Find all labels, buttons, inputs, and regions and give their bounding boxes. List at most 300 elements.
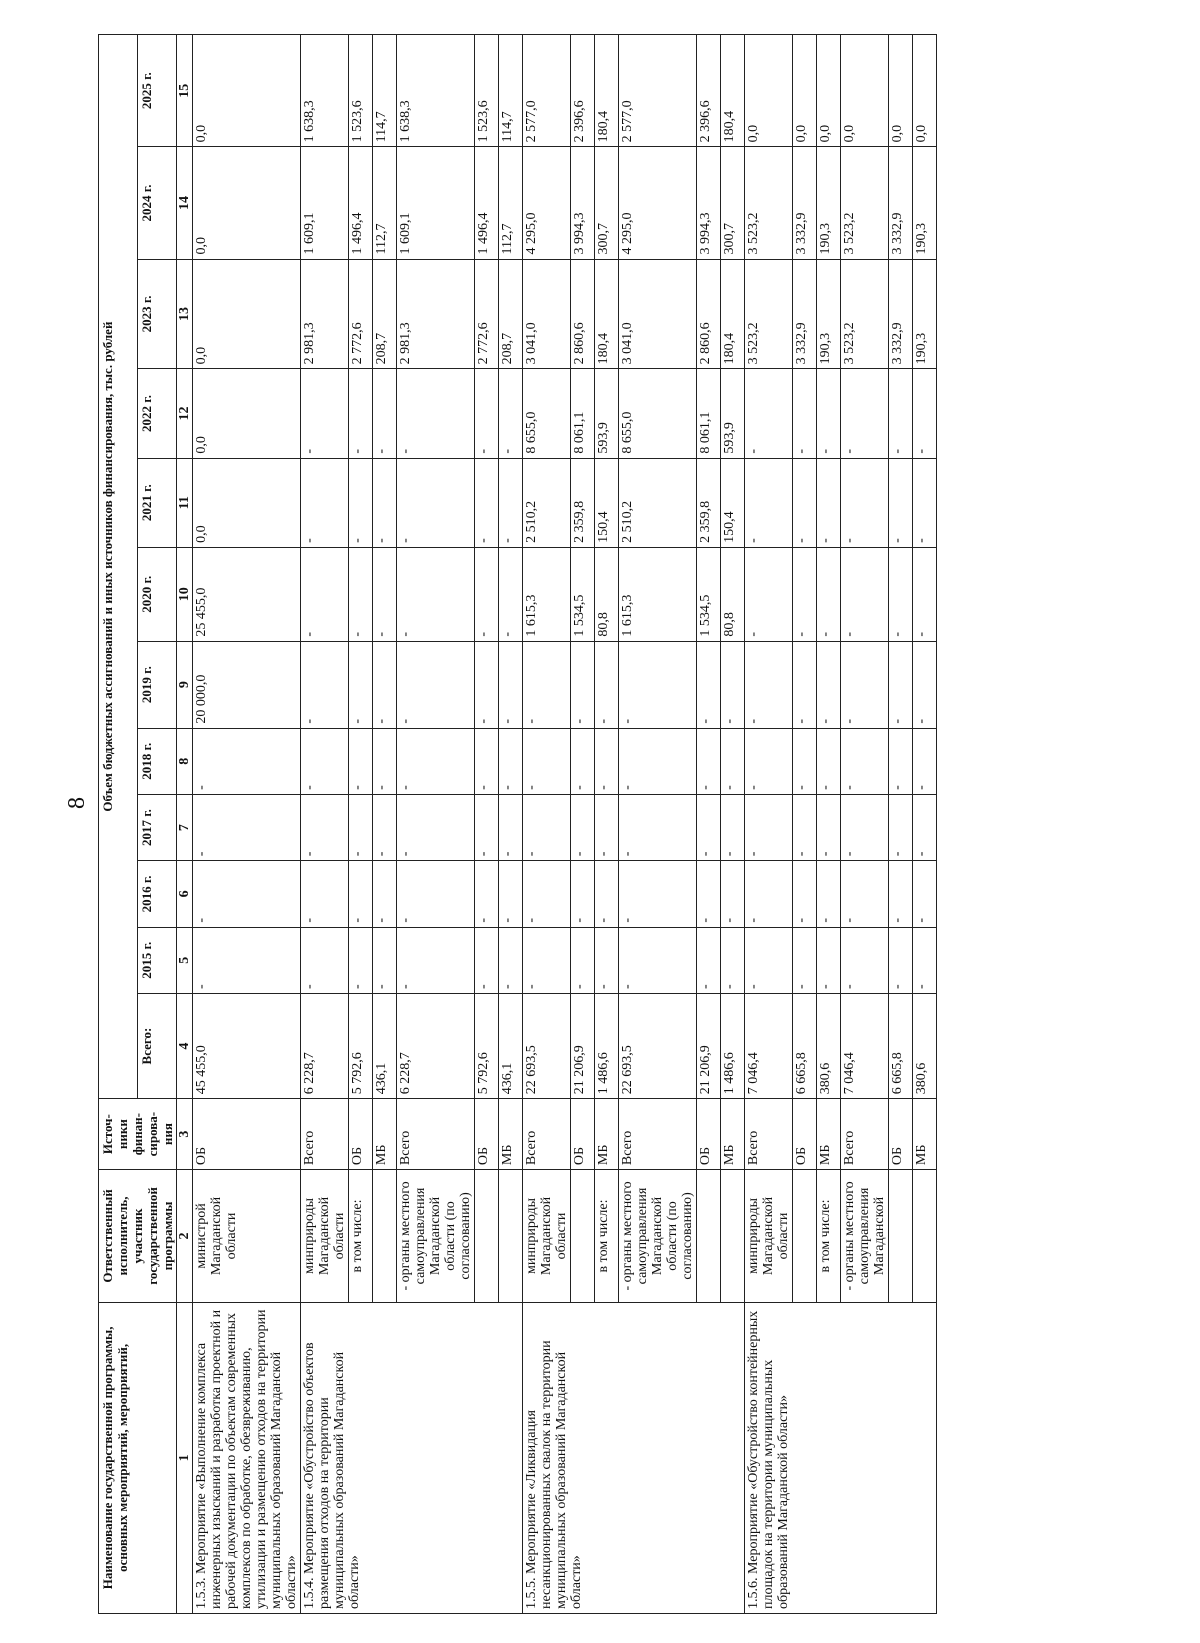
year-value-cell: 4 295,0 [523, 147, 571, 259]
year-value-cell: 1 638,3 [301, 35, 349, 147]
column-number: 15 [177, 35, 193, 147]
year-value-cell: - [373, 927, 397, 993]
year-value-cell: - [301, 728, 349, 794]
header-row-top [99, 35, 138, 1614]
year-value-cell: - [721, 794, 745, 860]
source-cell: ОБ [193, 1099, 301, 1170]
year-value-cell: - [349, 547, 373, 641]
year-value-cell: - [817, 728, 841, 794]
source-cell: Всего [301, 1099, 349, 1170]
year-value-cell: - [301, 641, 349, 728]
year-value-cell: - [913, 927, 937, 993]
year-value-cell: - [841, 641, 889, 728]
year-value-cell: - [301, 547, 349, 641]
column-number: 4 [177, 993, 193, 1098]
year-value-cell: 2 510,2 [523, 458, 571, 547]
responsible-cell [373, 1170, 397, 1303]
source-cell: Всего [523, 1099, 571, 1170]
year-value-cell: 190,3 [913, 259, 937, 369]
year-value-cell: 80,8 [595, 547, 619, 641]
year-value-cell: 2 772,6 [475, 259, 499, 369]
year-value-cell: - [475, 458, 499, 547]
year-value-cell: 2 860,6 [571, 259, 595, 369]
source-cell: ОБ [793, 1099, 817, 1170]
total-cell: 380,6 [913, 993, 937, 1098]
header-year: 2015 г. [138, 927, 177, 993]
year-value-cell: - [349, 728, 373, 794]
year-value-cell: - [913, 794, 937, 860]
header-year: 2016 г. [138, 861, 177, 927]
year-value-cell: 2 981,3 [301, 259, 349, 369]
total-cell: 1 486,6 [595, 993, 619, 1098]
year-value-cell: - [913, 641, 937, 728]
year-value-cell: - [475, 369, 499, 458]
year-value-cell: - [745, 794, 793, 860]
year-value-cell: 190,3 [913, 147, 937, 259]
year-value-cell: - [793, 794, 817, 860]
measure-name: 1.5.5. Мероприятие «Ликвидация несанкционированных свалок на территории муниципальных образований Магаданской области» [523, 1302, 745, 1613]
year-value-cell: - [793, 927, 817, 993]
year-value-cell: 208,7 [499, 259, 523, 369]
header-year: 2024 г. [138, 147, 177, 259]
year-value-cell: 0,0 [889, 35, 913, 147]
year-value-cell: - [475, 641, 499, 728]
year-value-cell: - [745, 369, 793, 458]
header-name: Наименование государственной программы, основных мероприятий, мероприятий, [99, 1302, 177, 1613]
year-value-cell: - [523, 927, 571, 993]
year-value-cell: 1 615,3 [619, 547, 697, 641]
year-value-cell: 1 496,4 [349, 147, 373, 259]
year-value-cell: 25 455,0 [193, 547, 301, 641]
year-value-cell: - [397, 641, 475, 728]
year-value-cell: 3 994,3 [571, 147, 595, 259]
year-value-cell: - [913, 458, 937, 547]
total-cell: 22 693,5 [619, 993, 697, 1098]
column-number: 8 [177, 728, 193, 794]
measure-name: 1.5.6. Мероприятие «Обустройство контейнерных площадок на территории муниципальных образований Магаданской области» [745, 1302, 937, 1613]
year-value-cell: - [817, 641, 841, 728]
year-value-cell: - [721, 728, 745, 794]
year-value-cell: - [793, 728, 817, 794]
year-value-cell: - [475, 861, 499, 927]
responsible-cell [697, 1170, 721, 1303]
year-value-cell: - [301, 861, 349, 927]
year-value-cell: 2 396,6 [571, 35, 595, 147]
year-value-cell: - [475, 547, 499, 641]
year-value-cell: - [373, 641, 397, 728]
year-value-cell: - [913, 547, 937, 641]
year-value-cell: - [889, 547, 913, 641]
year-value-cell: - [697, 728, 721, 794]
source-cell: Всего [841, 1099, 889, 1170]
year-value-cell: - [499, 369, 523, 458]
year-value-cell: - [475, 728, 499, 794]
measure-name: 1.5.3. Мероприятие «Выполнение комплекса инженерных изысканий и разработка проектной и рабочей документации по объектам современных комплексов по обработке, обезвреживанию, утилизации и размещению отходов на территории муниципальных образований Магаданской области» [193, 1302, 301, 1613]
year-value-cell: 2 772,6 [349, 259, 373, 369]
financing-table [98, 34, 937, 1614]
year-value-cell: - [349, 458, 373, 547]
year-value-cell: 112,7 [499, 147, 523, 259]
year-value-cell: - [841, 458, 889, 547]
header-year: 2020 г. [138, 547, 177, 641]
responsible-cell [571, 1170, 595, 1303]
year-value-cell: 1 638,3 [397, 35, 475, 147]
year-value-cell: - [619, 927, 697, 993]
column-number: 12 [177, 369, 193, 458]
year-value-cell: - [745, 547, 793, 641]
source-cell: ОБ [349, 1099, 373, 1170]
total-cell: 6 228,7 [301, 993, 349, 1098]
year-value-cell: - [745, 861, 793, 927]
year-value-cell: - [193, 861, 301, 927]
responsible-cell [889, 1170, 913, 1303]
year-value-cell: 3 523,2 [745, 259, 793, 369]
year-value-cell: 300,7 [595, 147, 619, 259]
year-value-cell: 2 396,6 [697, 35, 721, 147]
header-volume: Объем бюджетных ассигнований и иных источников финансирования, тыс. рублей [99, 35, 138, 1099]
year-value-cell: - [571, 861, 595, 927]
year-value-cell: - [523, 794, 571, 860]
year-value-cell: - [595, 927, 619, 993]
year-value-cell: 1 609,1 [301, 147, 349, 259]
source-cell: ОБ [889, 1099, 913, 1170]
column-number: 10 [177, 547, 193, 641]
year-value-cell: - [301, 794, 349, 860]
year-value-cell: - [397, 369, 475, 458]
year-value-cell: - [301, 927, 349, 993]
column-number: 11 [177, 458, 193, 547]
year-value-cell: 8 655,0 [523, 369, 571, 458]
year-value-cell: 3 041,0 [619, 259, 697, 369]
year-value-cell: - [793, 861, 817, 927]
responsible-cell: минприроды Магаданской области [301, 1170, 349, 1303]
column-number: 9 [177, 641, 193, 728]
total-cell: 7 046,4 [841, 993, 889, 1098]
year-value-cell: - [499, 861, 523, 927]
responsible-cell: - органы местного самоуправления Магаданской области (по согласованию) [619, 1170, 697, 1303]
year-value-cell: - [745, 728, 793, 794]
year-value-cell: 8 061,1 [571, 369, 595, 458]
year-value-cell: - [841, 927, 889, 993]
year-value-cell: 0,0 [817, 35, 841, 147]
year-value-cell: - [697, 641, 721, 728]
year-value-cell: - [349, 794, 373, 860]
year-value-cell: - [619, 728, 697, 794]
year-value-cell: - [697, 861, 721, 927]
column-number: 2 [177, 1170, 193, 1303]
year-value-cell: - [595, 861, 619, 927]
source-cell: МБ [499, 1099, 523, 1170]
year-value-cell: - [193, 728, 301, 794]
year-value-cell: - [397, 794, 475, 860]
year-value-cell: 2 577,0 [523, 35, 571, 147]
column-number: 1 [177, 1302, 193, 1613]
total-cell: 45 455,0 [193, 993, 301, 1098]
source-cell: МБ [721, 1099, 745, 1170]
year-value-cell: - [571, 641, 595, 728]
year-value-cell: 20 000,0 [193, 641, 301, 728]
year-value-cell: - [349, 861, 373, 927]
year-value-cell: - [817, 547, 841, 641]
year-value-cell: - [499, 641, 523, 728]
total-cell: 21 206,9 [571, 993, 595, 1098]
year-value-cell: 1 523,6 [349, 35, 373, 147]
rotated-page-content [98, 34, 1098, 1614]
year-value-cell: 0,0 [841, 35, 889, 147]
year-value-cell: 114,7 [373, 35, 397, 147]
year-value-cell: - [373, 861, 397, 927]
year-value-cell: - [817, 794, 841, 860]
year-value-cell: - [499, 458, 523, 547]
year-value-cell: 3 523,2 [745, 147, 793, 259]
column-number: 5 [177, 927, 193, 993]
year-value-cell: 208,7 [373, 259, 397, 369]
header-year: 2022 г. [138, 369, 177, 458]
responsible-cell [475, 1170, 499, 1303]
year-value-cell: 180,4 [721, 35, 745, 147]
total-cell: 7 046,4 [745, 993, 793, 1098]
year-value-cell: 3 523,2 [841, 259, 889, 369]
year-value-cell: 300,7 [721, 147, 745, 259]
year-value-cell: 114,7 [499, 35, 523, 147]
total-cell: 21 206,9 [697, 993, 721, 1098]
year-value-cell: - [523, 728, 571, 794]
header-year: 2018 г. [138, 728, 177, 794]
year-value-cell: 112,7 [373, 147, 397, 259]
year-value-cell: - [619, 794, 697, 860]
year-value-cell: 4 295,0 [619, 147, 697, 259]
year-value-cell: - [841, 794, 889, 860]
year-value-cell: - [349, 369, 373, 458]
year-value-cell: 2 359,8 [697, 458, 721, 547]
year-value-cell: - [373, 547, 397, 641]
table-row [301, 35, 349, 1614]
year-value-cell: 0,0 [793, 35, 817, 147]
year-value-cell: 180,4 [721, 259, 745, 369]
year-value-cell: - [841, 728, 889, 794]
year-value-cell: - [619, 641, 697, 728]
source-cell: ОБ [697, 1099, 721, 1170]
year-value-cell: 2 981,3 [397, 259, 475, 369]
year-value-cell: 3 332,9 [793, 147, 817, 259]
year-value-cell: - [913, 728, 937, 794]
responsible-cell [721, 1170, 745, 1303]
responsible-cell: - органы местного самоуправления Магаданской [841, 1170, 889, 1303]
year-value-cell: 1 609,1 [397, 147, 475, 259]
year-value-cell: 180,4 [595, 35, 619, 147]
year-value-cell: - [841, 547, 889, 641]
column-number: 13 [177, 259, 193, 369]
total-cell: 5 792,6 [475, 993, 499, 1098]
table-row [193, 35, 301, 1614]
source-cell: Всего [619, 1099, 697, 1170]
year-value-cell: - [397, 728, 475, 794]
table-row [745, 35, 793, 1614]
year-value-cell: 180,4 [595, 259, 619, 369]
year-value-cell: - [889, 458, 913, 547]
year-value-cell: - [523, 861, 571, 927]
year-value-cell: 3 523,2 [841, 147, 889, 259]
year-value-cell: - [499, 547, 523, 641]
year-value-cell: - [889, 369, 913, 458]
year-value-cell: 0,0 [193, 35, 301, 147]
year-value-cell: 3 041,0 [523, 259, 571, 369]
responsible-cell: минприроды Магаданской области [523, 1170, 571, 1303]
total-cell: 380,6 [817, 993, 841, 1098]
total-cell: 1 486,6 [721, 993, 745, 1098]
year-value-cell: 1 534,5 [697, 547, 721, 641]
header-year: 2021 г. [138, 458, 177, 547]
year-value-cell: 0,0 [193, 147, 301, 259]
year-value-cell: 190,3 [817, 259, 841, 369]
year-value-cell: - [571, 927, 595, 993]
year-value-cell: - [793, 458, 817, 547]
year-value-cell: - [499, 794, 523, 860]
total-cell: 436,1 [373, 993, 397, 1098]
year-value-cell: - [595, 728, 619, 794]
year-value-cell: - [745, 927, 793, 993]
column-number: 7 [177, 794, 193, 860]
year-value-cell: 0,0 [193, 369, 301, 458]
responsible-cell: в том числе: [595, 1170, 619, 1303]
year-value-cell: 2 860,6 [697, 259, 721, 369]
year-value-cell: - [889, 641, 913, 728]
header-year: 2025 г. [138, 35, 177, 147]
year-value-cell: - [397, 861, 475, 927]
source-cell: Всего [397, 1099, 475, 1170]
year-value-cell: 150,4 [721, 458, 745, 547]
year-value-cell: - [595, 641, 619, 728]
year-value-cell: - [721, 641, 745, 728]
year-value-cell: 1 523,6 [475, 35, 499, 147]
year-value-cell: 2 359,8 [571, 458, 595, 547]
year-value-cell: 593,9 [595, 369, 619, 458]
year-value-cell: - [793, 641, 817, 728]
header-year: 2019 г. [138, 641, 177, 728]
responsible-cell: министрой Магаданской области [193, 1170, 301, 1303]
header-year: 2017 г. [138, 794, 177, 860]
year-value-cell: - [697, 794, 721, 860]
year-value-cell: - [913, 369, 937, 458]
source-cell: МБ [913, 1099, 937, 1170]
year-value-cell: 0,0 [745, 35, 793, 147]
column-number: 14 [177, 147, 193, 259]
year-value-cell: - [373, 369, 397, 458]
year-value-cell: - [889, 927, 913, 993]
source-cell: МБ [373, 1099, 397, 1170]
source-cell: ОБ [475, 1099, 499, 1170]
column-number: 6 [177, 861, 193, 927]
year-value-cell: 3 332,9 [889, 147, 913, 259]
page-number: 8 [64, 797, 90, 809]
year-value-cell: 150,4 [595, 458, 619, 547]
total-cell: 436,1 [499, 993, 523, 1098]
responsible-cell [499, 1170, 523, 1303]
year-value-cell: - [697, 927, 721, 993]
year-value-cell: - [571, 728, 595, 794]
table-row [523, 35, 571, 1614]
year-value-cell: - [913, 861, 937, 927]
year-value-cell: 0,0 [913, 35, 937, 147]
year-value-cell: 1 496,4 [475, 147, 499, 259]
total-cell: 22 693,5 [523, 993, 571, 1098]
year-value-cell: - [595, 794, 619, 860]
header-responsible: Ответственный исполнитель, участник государственной программы [99, 1170, 177, 1303]
year-value-cell: - [499, 728, 523, 794]
year-value-cell: - [817, 927, 841, 993]
responsible-cell [913, 1170, 937, 1303]
year-value-cell: - [745, 458, 793, 547]
year-value-cell: 1 615,3 [523, 547, 571, 641]
year-value-cell: - [841, 369, 889, 458]
year-value-cell: - [817, 861, 841, 927]
header-total: Всего: [138, 993, 177, 1098]
year-value-cell: 3 332,9 [889, 259, 913, 369]
total-cell: 6 665,8 [793, 993, 817, 1098]
measure-name: 1.5.4. Мероприятие «Обустройство объектов размещения отходов на территории муниципальных образований Магаданской области» [301, 1302, 523, 1613]
year-value-cell: - [889, 861, 913, 927]
year-value-cell: - [193, 794, 301, 860]
year-value-cell: - [373, 794, 397, 860]
year-value-cell: 0,0 [193, 458, 301, 547]
year-value-cell: 2 577,0 [619, 35, 697, 147]
responsible-cell: в том числе: [349, 1170, 373, 1303]
year-value-cell: - [721, 861, 745, 927]
year-value-cell: 190,3 [817, 147, 841, 259]
year-value-cell: - [889, 794, 913, 860]
year-value-cell: - [793, 547, 817, 641]
year-value-cell: - [841, 861, 889, 927]
header-year: 2023 г. [138, 259, 177, 369]
total-cell: 6 665,8 [889, 993, 913, 1098]
column-numbers-row [177, 35, 193, 1614]
column-number: 3 [177, 1099, 193, 1170]
year-value-cell: - [619, 861, 697, 927]
year-value-cell: - [301, 458, 349, 547]
year-value-cell: - [889, 728, 913, 794]
year-value-cell: - [373, 458, 397, 547]
year-value-cell: - [523, 641, 571, 728]
responsible-cell: в том числе: [817, 1170, 841, 1303]
responsible-cell [793, 1170, 817, 1303]
year-value-cell: 593,9 [721, 369, 745, 458]
year-value-cell: - [301, 369, 349, 458]
year-value-cell: 3 332,9 [793, 259, 817, 369]
year-value-cell: - [745, 641, 793, 728]
year-value-cell: - [397, 458, 475, 547]
year-value-cell: - [475, 927, 499, 993]
responsible-cell: минприроды Магаданской области [745, 1170, 793, 1303]
year-value-cell: - [721, 927, 745, 993]
year-value-cell: 1 534,5 [571, 547, 595, 641]
year-value-cell: - [349, 641, 373, 728]
responsible-cell: - органы местного самоуправления Магаданской области (по согласованию) [397, 1170, 475, 1303]
year-value-cell: - [397, 927, 475, 993]
year-value-cell: 8 655,0 [619, 369, 697, 458]
source-cell: ОБ [571, 1099, 595, 1170]
year-value-cell: - [793, 369, 817, 458]
year-value-cell: - [817, 458, 841, 547]
year-value-cell: 0,0 [193, 259, 301, 369]
year-value-cell: - [475, 794, 499, 860]
year-value-cell: - [817, 369, 841, 458]
source-cell: МБ [595, 1099, 619, 1170]
source-cell: Всего [745, 1099, 793, 1170]
year-value-cell: 80,8 [721, 547, 745, 641]
total-cell: 5 792,6 [349, 993, 373, 1098]
year-value-cell: - [349, 927, 373, 993]
total-cell: 6 228,7 [397, 993, 475, 1098]
